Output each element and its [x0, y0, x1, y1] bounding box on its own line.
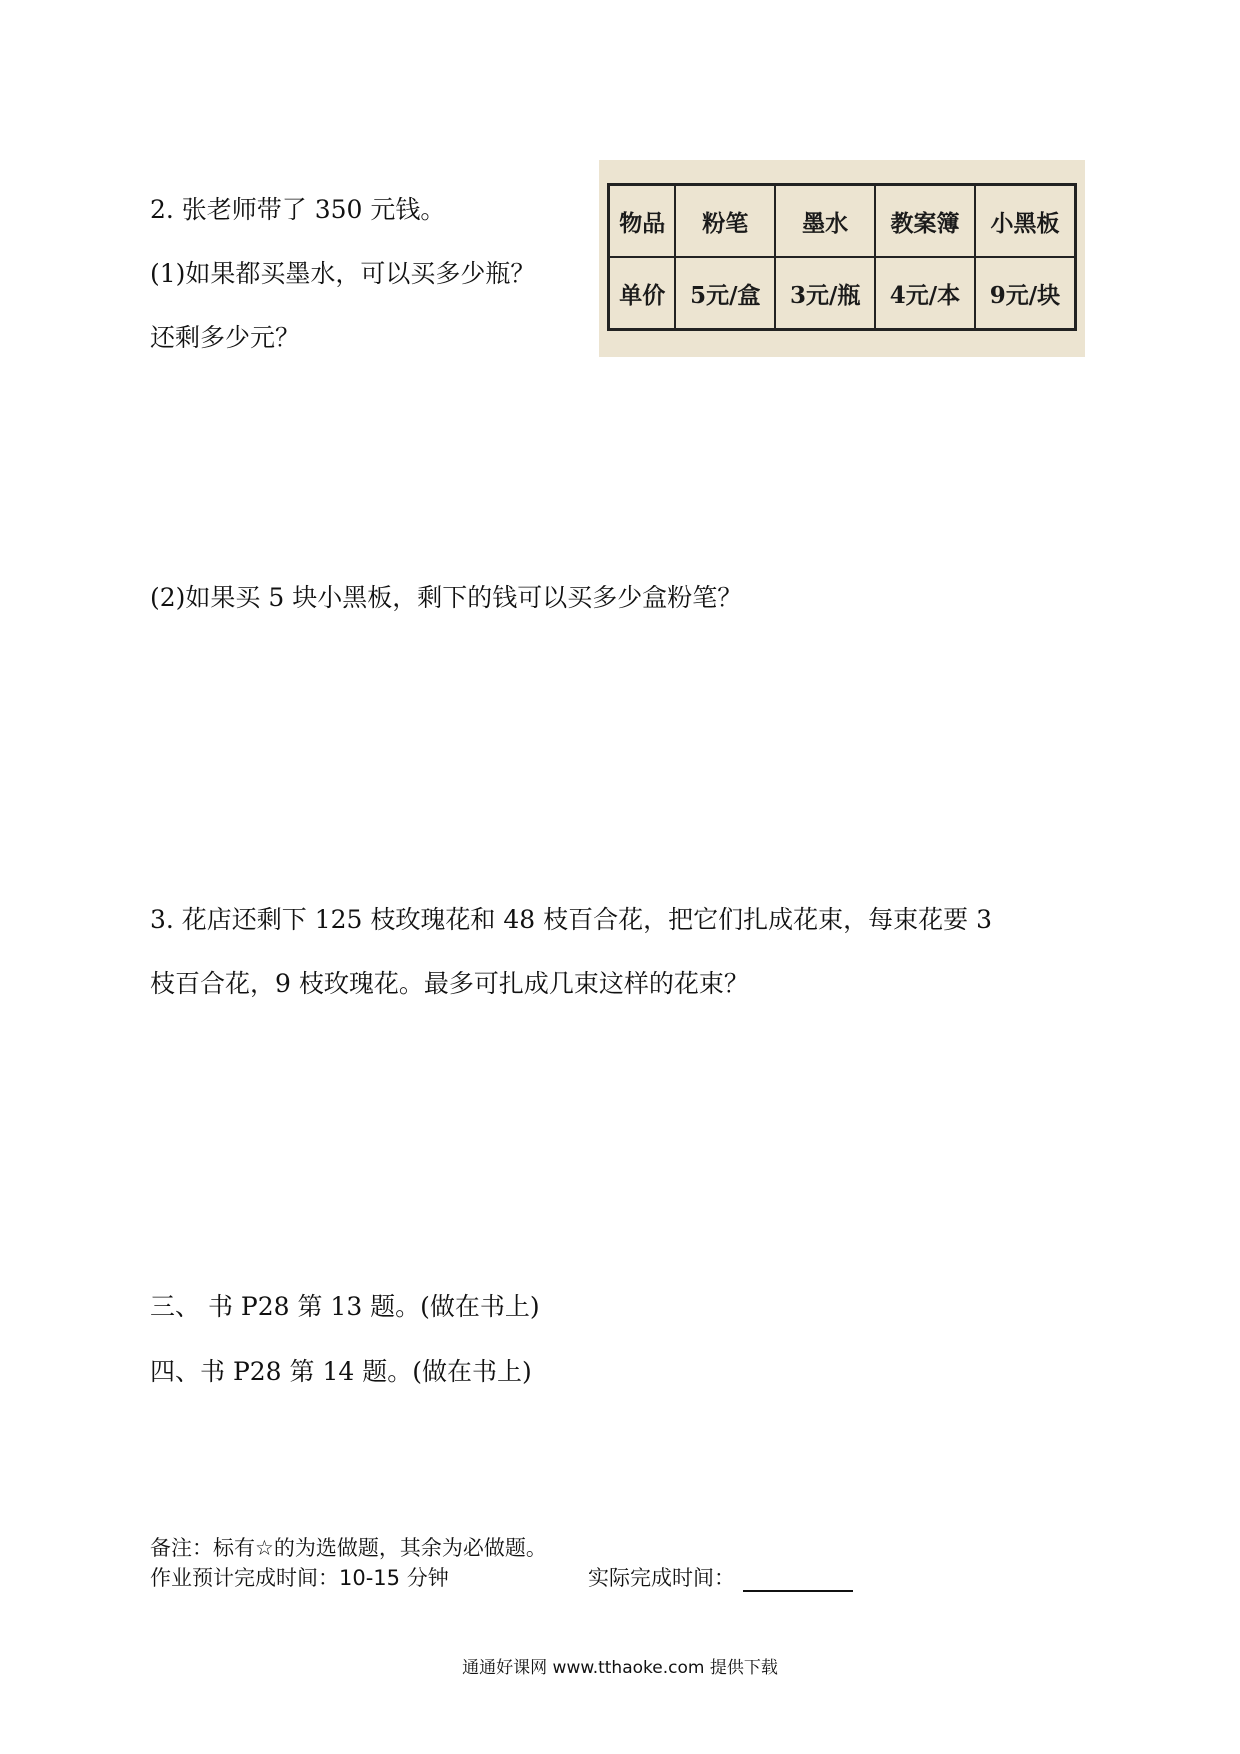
q2-sub1-line2: 还剩多少元？	[150, 323, 301, 352]
actual-time-label: 实际完成时间：	[588, 1566, 735, 1590]
actual-time-blank	[743, 1568, 853, 1592]
section-4: 四、书 P28 第 14 题。(做在书上)	[150, 1357, 532, 1386]
q2-title: 2. 张老师带了 350 元钱。	[150, 195, 446, 224]
actual-time	[588, 1564, 853, 1592]
price-table-photo	[599, 160, 1085, 357]
price-table	[607, 183, 1077, 331]
page-footer: 通通好课网 www.tthaoke.com 提供下载	[462, 1658, 778, 1678]
table-cell: 物品	[609, 185, 676, 258]
remark-note: 备注：标有☆的为选做题，其余为必做题。	[150, 1536, 547, 1560]
table-cell: 教案簿	[875, 185, 975, 258]
q3-line1: 3. 花店还剩下 125 枝玫瑰花和 48 枝百合花，把它们扎成花束，每束花要 3	[150, 905, 992, 934]
table-cell: 墨水	[775, 185, 875, 258]
table-cell: 单价	[609, 257, 676, 330]
section-3: 三、 书 P28 第 13 题。(做在书上)	[150, 1292, 540, 1321]
table-cell: 粉笔	[675, 185, 775, 258]
table-cell: 5元/盒	[675, 257, 775, 330]
table-cell: 小黑板	[975, 185, 1076, 258]
price-table-header-row	[609, 185, 1076, 258]
table-cell: 3元/瓶	[775, 257, 875, 330]
table-cell: 9元/块	[975, 257, 1076, 330]
q3-line2: 枝百合花，9 枝玫瑰花。最多可扎成几束这样的花束？	[150, 969, 749, 998]
q2-sub1-line1: (1)如果都买墨水，可以买多少瓶？	[150, 259, 536, 288]
q2-sub2: (2)如果买 5 块小黑板，剩下的钱可以买多少盒粉笔？	[150, 583, 743, 612]
price-table-price-row	[609, 257, 1076, 330]
table-cell: 4元/本	[875, 257, 975, 330]
estimated-time: 作业预计完成时间：10-15 分钟	[150, 1566, 449, 1590]
